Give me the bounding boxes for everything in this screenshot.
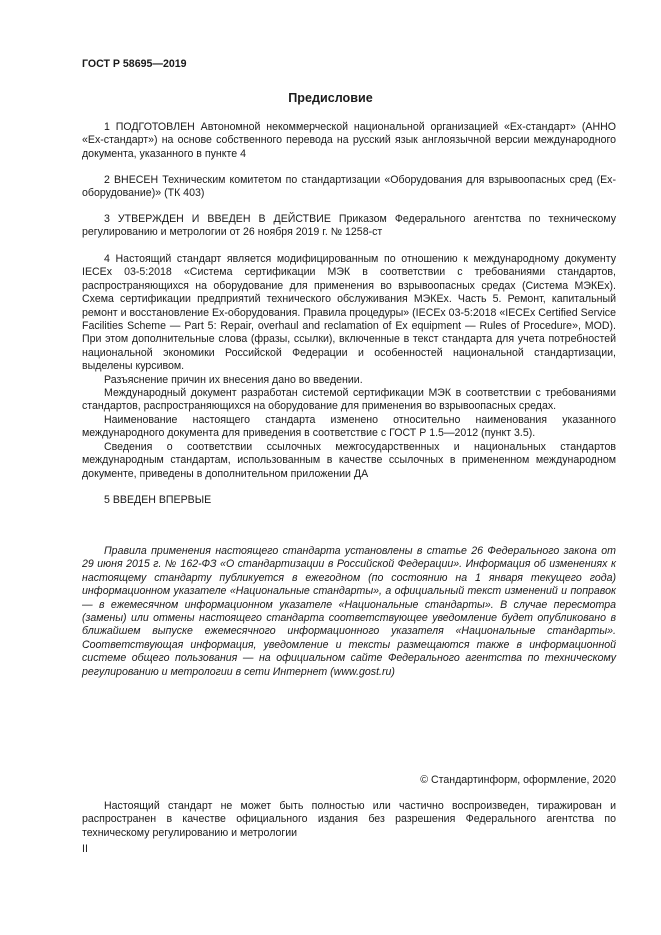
item-4-paragraph-5: Сведения о соответствии ссылочных межгосударственных и национальных стандартов международным стандартам, использованным в качестве ссылочных в примененном международном документе, приведены в дополнительном приложении ДА [82, 440, 616, 480]
reproduction-notice-text: Настоящий стандарт не может быть полностью или частично воспроизведен, тиражирован и распространен в качестве официального издания без разрешения Федерального агентства по техническому регулированию и метрологии [82, 800, 616, 839]
item-4-paragraph-3: Международный документ разработан системой сертификации МЭК в соответствии с требованиями стандартов, распространяющихся на оборудование для применения во взрывоопасных средах. [82, 387, 616, 413]
item-3 [82, 213, 616, 240]
reproduction-notice [82, 800, 616, 840]
item-3-text: 3 УТВЕРЖДЕН И ВВЕДЕН В ДЕЙСТВИЕ Приказом Федерального агентства по техническому регулированию и метрологии от 26 ноября 2019 г. № 1258-ст [82, 213, 616, 239]
item-1-text: 1 ПОДГОТОВЛЕН Автономной некоммерческой национальной организацией «Ех-стандарт» (АННО «Ех-стандарт») на основе собственного перевода на русский язык англоязычной версии международного документа, указанного в пункте 4 [82, 121, 616, 160]
item-5 [82, 494, 616, 507]
item-5-text: 5 ВВЕДЕН ВПЕРВЫЕ [104, 494, 212, 506]
item-2-text: 2 ВНЕСЕН Техническим комитетом по стандартизации «Оборудования для взрывоопасных сред (Ех-оборудование)» (ТК 403) [82, 174, 616, 200]
page-title: Предисловие [288, 91, 373, 105]
standard-code-header: ГОСТ Р 58695—2019 [82, 58, 187, 70]
item-4-paragraph-4: Наименование настоящего стандарта изменено относительно наименования указанного международного документа для приведения в соответствие с ГОСТ Р 1.5—2012 (пункт 3.5). [82, 413, 616, 440]
item-4-paragraph-1: 4 Настоящий стандарт является модифицированным по отношению к международному документу IECEx 03-5:2018 «Система сертификации МЭК в соответствии с требованиями стандартов, распространяющихся на оборудование для применения во взрывоопасных средах (Система МЭКЕх). Схема сертификации предприятий технического обслуживания МЭКЕх. Часть 5. Ремонт, капитальный ремонт и восстановление Ех-оборудования. Правила процедуры» (IECEx 03-5:2018 «IECEx Certified Service Facilities Scheme — Part 5: Repair, overhaul and reclamation of Ex equipment — Rules of Procedure», MOD). При этом дополнительные слова (фразы, ссылки), включенные в текст стандарта для учета потребностей национальной экономики Российской Федерации и особенностей национальной стандартизации, выделены курсивом. [82, 253, 616, 373]
copyright: © Стандартинформ, оформление, 2020 [420, 774, 616, 786]
rules-notice-text: Правила применения настоящего стандарта установлены в статье 26 Федерального закона от 29 июня 2015 г. № 162-ФЗ «О стандартизации в Российской Федерации». Информация об изменениях к настоящему стандарту публикуется в ежегодном (по состоянию на 1 января текущего года) информационном указателе «Национальные стандарты», а официальный текст изменений и поправок — в ежемесячном информационном указателе «Национальные стандарты». В случае пересмотра (замены) или отмены настоящего стандарта соответствующее уведомление будет опубликовано в ближайшем выпуске ежемесячного информационного указателя «Национальные стандарты». Соответствующая информация, уведомление и тексты размещаются также в информационной системе общего пользования — на официальном сайте Федерального агентства по техническому регулированию и метрологии в сети Интернет (www.gost.ru) [82, 545, 616, 678]
rules-notice [82, 545, 616, 679]
item-2 [82, 174, 616, 201]
item-4 [82, 253, 616, 481]
item-1 [82, 121, 616, 161]
page-number: II [82, 843, 88, 855]
item-4-paragraph-2: Разъяснение причин их внесения дано во введении. [104, 373, 363, 386]
